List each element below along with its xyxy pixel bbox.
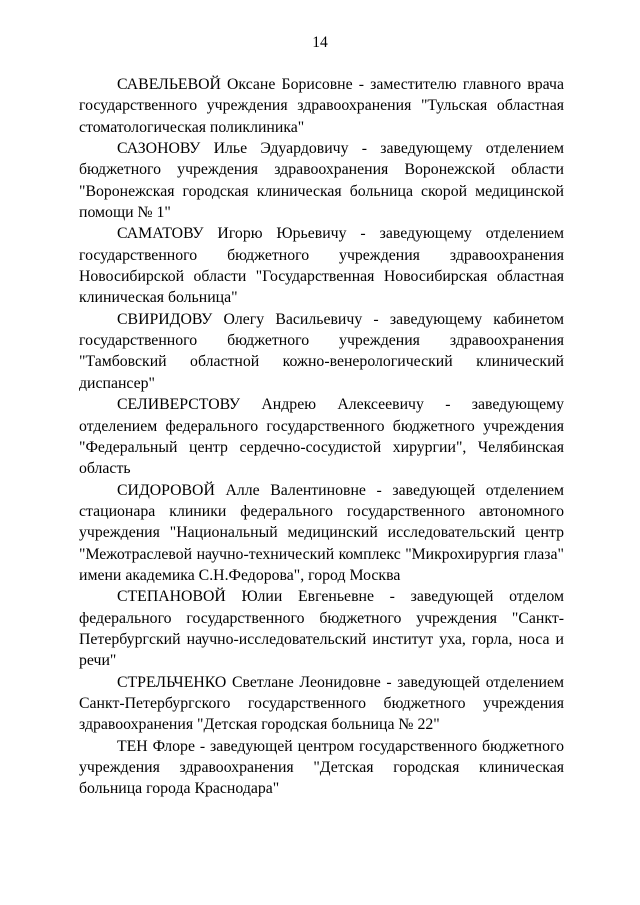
list-item: САВЕЛЬЕВОЙ Оксане Борисовне - заместителю главного врача государственного учреждения здравоохранения "Тульская областная стоматологическая поликлиника"	[79, 76, 564, 136]
list-item: СВИРИДОВУ Олегу Васильевичу - заведующему кабинетом государственного бюджетного учреждения здравоохранения "Тамбовский областной кожно-венерологический клинический диспансер"	[79, 310, 564, 392]
award-recipients-list	[79, 74, 564, 800]
list-item: САМАТОВУ Игорю Юрьевичу - заведующему отделением государственного бюджетного учреждения здравоохранения Новосибирской области "Государственная Новосибирская областная клиническая больница"	[79, 225, 564, 307]
list-item: СЕЛИВЕРСТОВУ Андрею Алексеевичу - заведующему отделением федерального государственного бюджетного учреждения "Федеральный центр сердечно-сосудистой хирургии", Челябинская область	[79, 396, 564, 478]
list-item: САЗОНОВУ Илье Эдуардовичу - заведующему отделением бюджетного учреждения здравоохранения Воронежской области "Воронежская городская клиническая больница скорой медицинской помощи № 1"	[79, 140, 564, 222]
list-item: СИДОРОВОЙ Алле Валентиновне - заведующей отделением стационара клиники федерального государственного автономного учреждения "Национальный медицинский исследовательский центр "Межотраслевой научно-технический комплекс "Микрохирургия глаза" имени академика С.Н.Федорова", город Москва	[79, 481, 564, 584]
page-number: 14	[312, 34, 328, 51]
list-item: СТЕПАНОВОЙ Юлии Евгеньевне - заведующей отделом федерального государственного бюджетного учреждения "Санкт-Петербургский научно-исследовательский институт уха, горла, носа и речи"	[79, 588, 564, 670]
list-item: ТЕН Флоре - заведующей центром государственного бюджетного учреждения здравоохранения "Детская городская клиническая больница города Краснодара"	[79, 737, 564, 798]
list-item: СТРЕЛЬЧЕНКО Светлане Леонидовне - заведующей отделением Санкт-Петербургского государственного бюджетного учреждения здравоохранения "Детская городская больница № 22"	[79, 673, 564, 734]
